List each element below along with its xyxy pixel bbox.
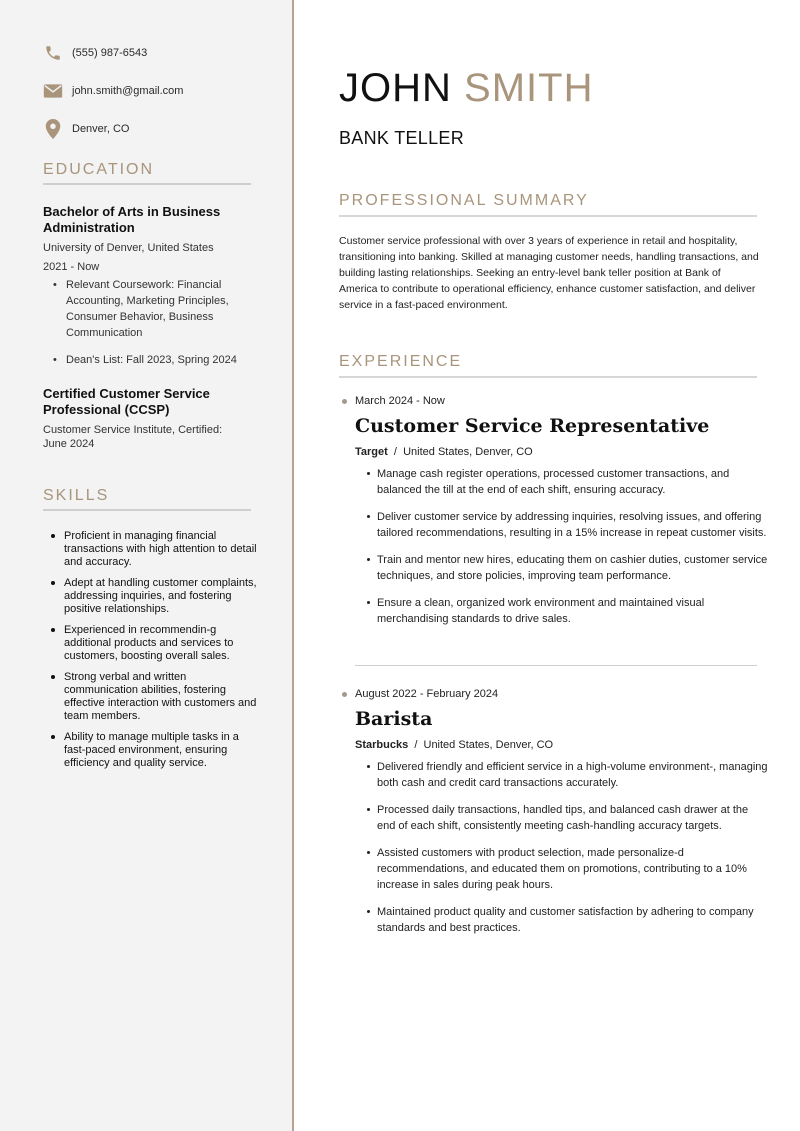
list-item: Delivered friendly and efficient service in a high-volume environment-, managing both cash and credit card transactions accurately. [377, 761, 768, 789]
email-text: john.smith@gmail.com [72, 85, 184, 97]
job-bullet-list [377, 466, 769, 638]
education-bullet-list [66, 277, 246, 368]
list-item: Maintained product quality and customer satisfaction by adhering to company standards and best practices. [377, 904, 769, 936]
certification-name: Certified Customer Service Professional (CCSP) [43, 386, 210, 417]
job-bullet-list [377, 759, 769, 947]
job-role: Customer Service Representative [355, 415, 710, 437]
phone-icon [43, 43, 63, 63]
company-name: Starbucks [355, 739, 409, 751]
list-item: Ability to manage multiple tasks in a fast-paced environment, ensuring efficiency and quality service. [64, 731, 259, 770]
job-role: Barista [355, 708, 433, 730]
last-name: SMITH [464, 66, 594, 110]
phone-text: (555) 987-6543 [72, 47, 148, 59]
timeline-dot [342, 692, 347, 697]
mail-icon [43, 81, 63, 101]
list-item: Train and mentor new hires, educating them on cashier duties, customer service techniques, and store policies, improving team performance. [377, 554, 768, 582]
education-degree: Bachelor of Arts in Business Administration [43, 204, 221, 235]
list-item: Experienced in recommendin-g additional products and services to customers, boosting overall sales. [64, 624, 259, 663]
education-dates: 2021 - Now [43, 261, 100, 273]
list-item: Proficient in managing financial transactions with high attention to detail and accuracy. [64, 530, 259, 569]
skills-list [64, 530, 259, 778]
location-text: Denver, CO [72, 123, 130, 135]
list-item: • Relevant Coursework: Financial Accounting, Marketing Principles, Consumer Behavior, Business Communication [66, 277, 246, 341]
list-item: Ensure a clean, organized work environment and maintained visual merchandising standards to drive sales. [377, 595, 769, 627]
sidebar [0, 0, 294, 1131]
job-location: United States, Denver, CO [423, 739, 554, 751]
skills-heading: SKILLS [43, 487, 251, 511]
summary-heading: PROFESSIONAL SUMMARY [339, 192, 757, 217]
job-location: United States, Denver, CO [403, 446, 533, 458]
list-item: Adept at handling customer complaints, addressing inquiries, and fostering positive relationships. [64, 577, 259, 616]
candidate-name [339, 66, 593, 111]
list-item: Manage cash register operations, processed customer transactions, and balanced the till at the end of each shift, ensuring accuracy. [377, 466, 769, 498]
list-item: • Dean's List: Fall 2023, Spring 2024 [66, 352, 246, 368]
contact-email [43, 81, 183, 101]
separator: / [411, 739, 421, 751]
job-dates [342, 395, 445, 407]
experience-heading: EXPERIENCE [339, 353, 757, 378]
job-org [355, 739, 553, 751]
job-dates-text: August 2022 - February 2024 [355, 688, 499, 700]
list-item: Processed daily transactions, handled tips, and balanced cash drawer at the end of each shift, consistently meeting cash-handling accuracy targets. [377, 802, 769, 834]
list-item: Assisted customers with product selection, made personalize-d recommendations, and educated them on promotions, contributing to a 10% increase in sales during peak hours. [377, 845, 769, 893]
first-name: JOHN [339, 66, 452, 110]
job-org [355, 446, 533, 458]
education-school: University of Denver, United States [43, 242, 214, 254]
summary-text: Customer service professional with over 3 years of experience in retail and hospitality, transitioning into banking. Skilled at managing customer needs, handling transactions, and building lasting relationships. Seeking an entry-level bank teller position at Bank of America to contribute to operational efficiency, enhance customer satisfaction, and deliver service in a fast-paced environment. [339, 235, 759, 311]
list-item: Deliver customer service by addressing inquiries, resolving issues, and offering tailored recommendations, resulting in a 15% increase in repeat customer visits. [377, 509, 769, 541]
job-divider [355, 665, 757, 666]
timeline-dot [342, 399, 347, 404]
contact-phone [43, 43, 147, 63]
certification-issuer: Customer Service Institute, Certified: June 2024 [43, 424, 223, 450]
job-title: BANK TELLER [339, 128, 465, 148]
separator: / [390, 446, 401, 458]
contact-location [43, 119, 129, 139]
main-content [296, 0, 800, 1131]
location-pin-icon [43, 119, 63, 139]
job-dates-text: March 2024 - Now [355, 395, 445, 407]
job-dates [342, 688, 498, 700]
education-heading: EDUCATION [43, 161, 251, 185]
company-name: Target [355, 446, 388, 458]
list-item: Strong verbal and written communication abilities, fostering effective interaction with customers and team members. [64, 671, 259, 723]
